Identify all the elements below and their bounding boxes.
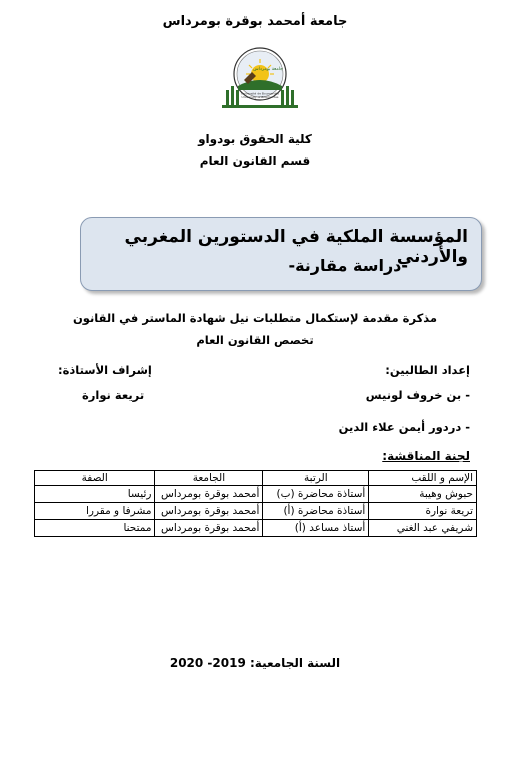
- member-role: رئيسا: [35, 486, 155, 503]
- table-header-row: [35, 471, 477, 486]
- thesis-subtitle: -دراسة مقارنة-: [288, 256, 408, 275]
- header-university: الجامعة: [155, 471, 263, 486]
- committee-table: [34, 470, 477, 537]
- memo-statement: مذكرة مقدمة لإستكمال متطلبات نيل شهادة الماستر في القانون: [72, 311, 438, 325]
- logo-arabic-text: جامعة بومرداس: [253, 67, 283, 72]
- svg-text:University of Boumerdes: University of Boumerdes: [241, 95, 279, 99]
- student-name-2: - دردور أيمن علاء الدين: [338, 420, 470, 434]
- thesis-title: المؤسسة الملكية في الدستورين المغربي والأردني: [124, 227, 468, 267]
- member-name: حبوش وهيبة: [369, 486, 477, 503]
- table-row: [35, 503, 477, 520]
- member-university: أمحمد بوقرة بومرداس: [155, 520, 263, 537]
- svg-text:Université de Boumerdès: Université de Boumerdès: [241, 91, 279, 96]
- committee-label: لجنة المناقشة:: [382, 449, 470, 463]
- member-rank: أستاذ مساعد (أ): [263, 520, 369, 537]
- student-name-1: - بن خروف لونيس: [365, 388, 470, 402]
- member-rank: أستاذة محاضرة (أ): [263, 503, 369, 520]
- university-name: جامعة أمحمد بوقرة بومرداس: [162, 14, 348, 29]
- prepared-by-label: إعداد الطالبين:: [385, 363, 470, 377]
- specialization: تخصص القانون العام: [196, 333, 314, 347]
- supervisor-name: تريعة نوارة: [82, 388, 145, 402]
- table-row: [35, 520, 477, 537]
- member-rank: أستاذة محاضرة (ب): [263, 486, 369, 503]
- member-university: أمحمد بوقرة بومرداس: [155, 503, 263, 520]
- header-rank: الرتبة: [263, 471, 369, 486]
- header-name: الإسم و اللقب: [369, 471, 477, 486]
- supervision-label: إشراف الأستاذة:: [58, 363, 152, 377]
- member-university: أمحمد بوقرة بومرداس: [155, 486, 263, 503]
- university-logo: [222, 44, 298, 112]
- department-name: قسم القانون العام: [199, 154, 311, 168]
- member-role: ممتحنا: [35, 520, 155, 537]
- member-name: شريفي عبد الغني: [369, 520, 477, 537]
- table-row: [35, 486, 477, 503]
- faculty-name: كلية الحقوق بودواو: [198, 132, 312, 146]
- academic-year: السنة الجامعية: 2019- 2020: [169, 656, 341, 670]
- header-role: الصفة: [35, 471, 155, 486]
- member-role: مشرفا و مقررا: [35, 503, 155, 520]
- member-name: تريعة نوارة: [369, 503, 477, 520]
